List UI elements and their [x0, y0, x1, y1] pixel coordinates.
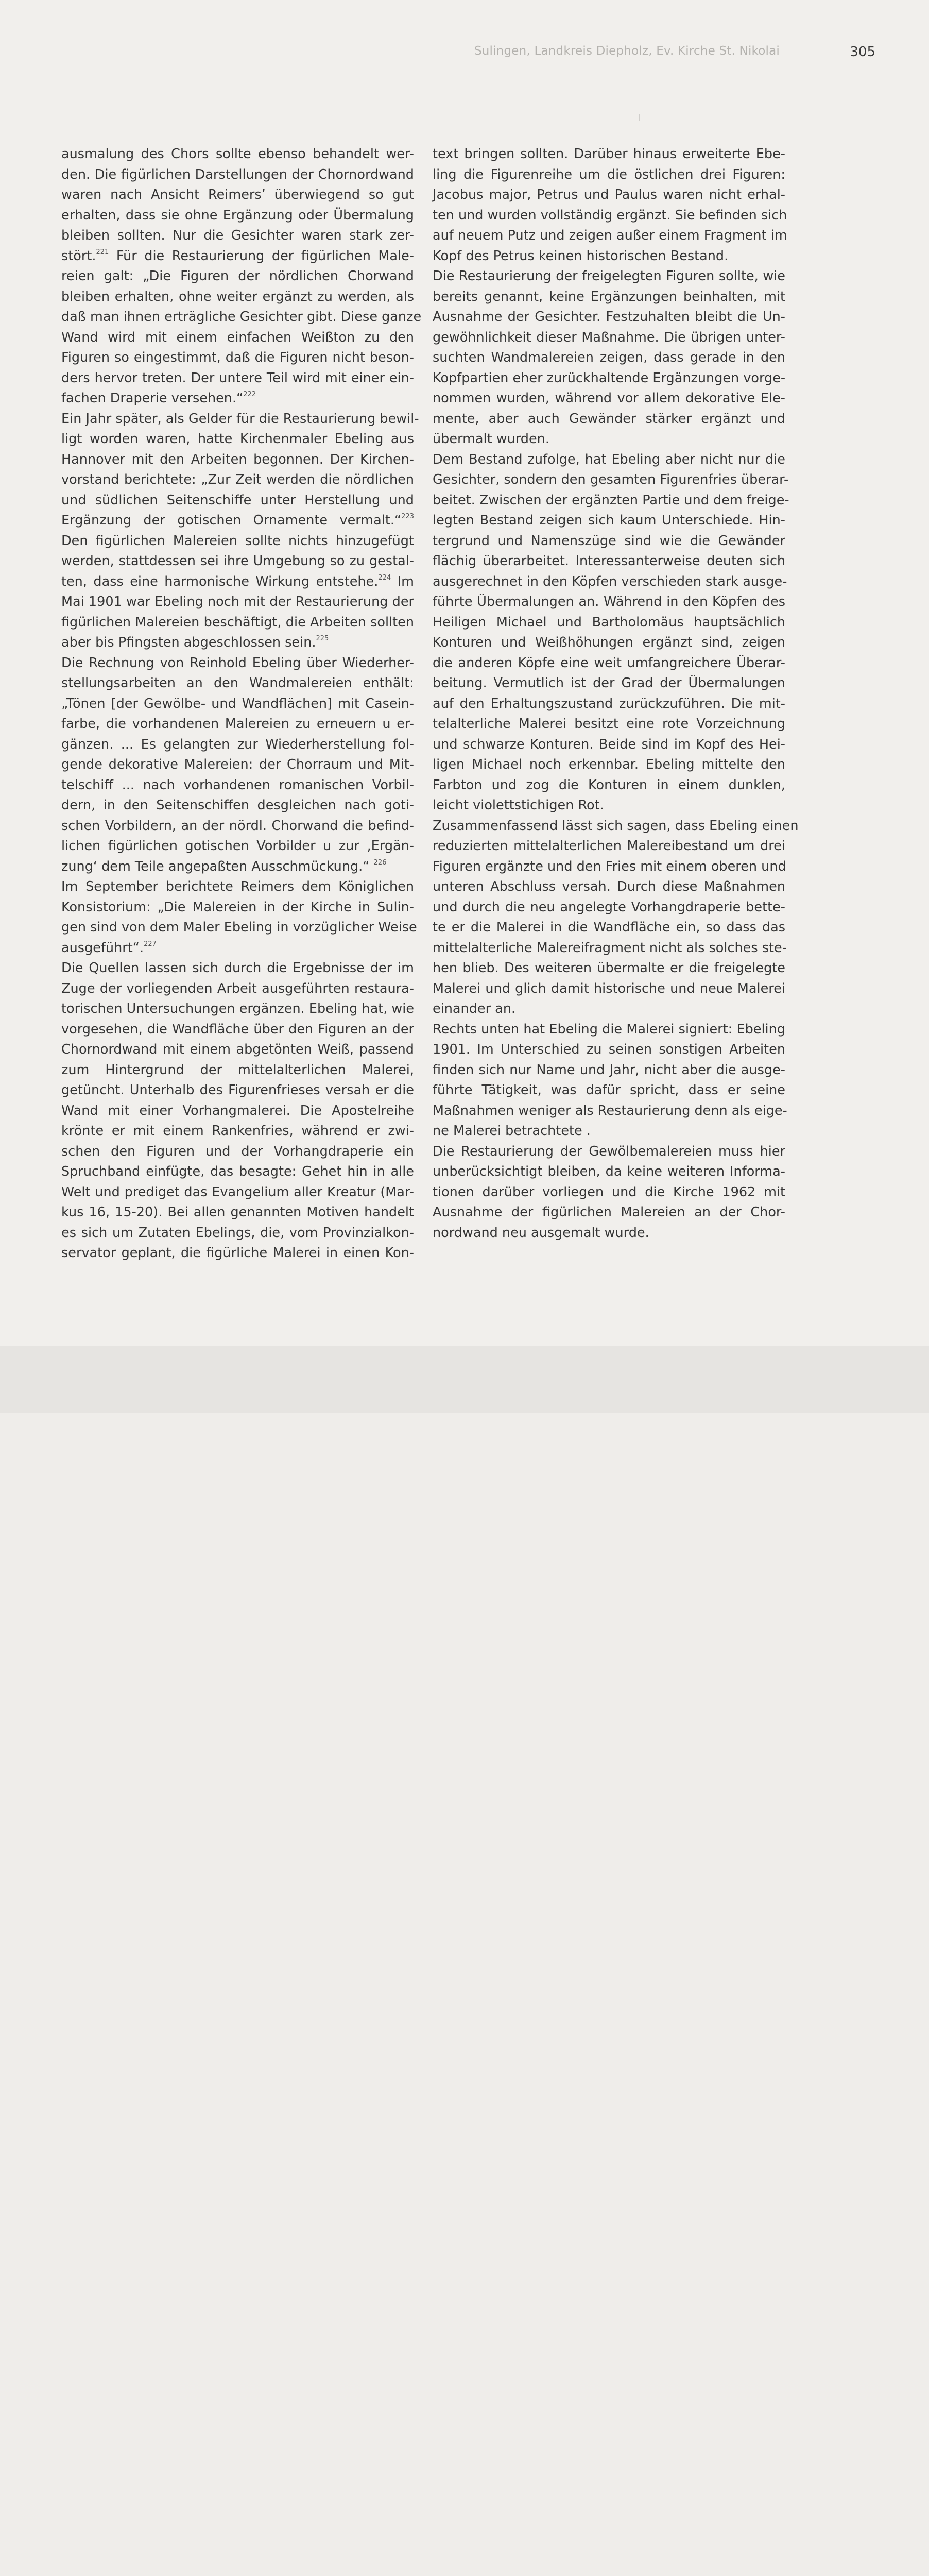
- line-text: Dem Bestand zufolge, hat Ebeling aber nicht nur die: [433, 451, 785, 467]
- line-text: ling die Figurenreihe um die östlichen drei Figuren:: [433, 166, 785, 182]
- footnote-reference[interactable]: 223: [401, 513, 414, 520]
- text-line: [433, 816, 799, 837]
- line-text: figürlichen Malereien beschäftigt, die Arbeiten sollten: [61, 614, 414, 630]
- line-text: Die Rechnung von Reinhold Ebeling über Wiederher-: [61, 655, 414, 671]
- line-text: unteren Abschluss versah. Durch diese Maßnahmen: [433, 879, 785, 894]
- text-line: [61, 1162, 414, 1182]
- line-text: ders hervor treten. Der untere Teil wird mit einer ein-: [61, 370, 414, 386]
- text-line: [433, 206, 785, 226]
- text-line: [433, 1142, 785, 1162]
- text-line: [433, 592, 785, 613]
- line-text: Figuren so eingestimmt, daß die Figuren nicht beson-: [61, 350, 414, 365]
- line-text: bereits genannt, keine Ergänzungen beinhalten, mit: [433, 289, 785, 304]
- text-line: [433, 613, 785, 633]
- text-line: [61, 877, 414, 897]
- line-text: Kopfpartien eher zurückhaltende Ergänzungen vorge-: [433, 370, 786, 386]
- text-line: [61, 307, 422, 328]
- text-line: [61, 470, 414, 490]
- text-line: [61, 1142, 414, 1162]
- line-text: ligen Michael noch erkennbar. Ebeling mittelte den: [433, 757, 785, 772]
- line-text: Malerei und glich damit historische und neue Malerei: [433, 980, 785, 996]
- footnote-reference[interactable]: 222: [243, 391, 256, 398]
- line-text: Hannover mit den Arbeiten begonnen. Der Kirchen-: [61, 451, 414, 467]
- line-text: tionen darüber vorliegen und die Kirche 1962 mit: [433, 1184, 785, 1200]
- text-line: [61, 938, 414, 959]
- text-line: [61, 1121, 414, 1142]
- line-text: stört.: [61, 248, 96, 264]
- line-text: gen sind von dem Maler Ebeling in vorzüglicher Weise: [61, 920, 417, 935]
- text-line: [433, 348, 785, 368]
- line-text: dern, in den Seitenschiffen desgleichen nach goti-: [61, 798, 414, 813]
- line-text: hen blieb. Des weiteren übermalte er die freigelegte: [433, 960, 785, 976]
- text-line: [61, 694, 414, 715]
- text-line: [61, 368, 414, 389]
- line-text: getüncht. Unterhalb des Figurenfrieses versah er die: [61, 1082, 414, 1098]
- line-text: aber bis Pfingsten abgeschlossen sein.: [61, 635, 316, 650]
- line-text: den. Die figürlichen Darstellungen der Chornordwand: [61, 166, 414, 182]
- text-line: [433, 1101, 785, 1122]
- right-text-column: [433, 144, 799, 1243]
- text-line: [433, 958, 785, 979]
- text-line: [61, 531, 414, 552]
- line-text: telalterliche Malerei besitzt eine rote Vorzeichnung: [433, 716, 785, 732]
- text-line: [61, 1202, 414, 1223]
- line-text: Zusammenfassend lässt sich sagen, dass Ebeling einen: [433, 818, 799, 834]
- text-line: [433, 633, 785, 653]
- text-line: [61, 673, 414, 694]
- text-line: [433, 735, 785, 755]
- text-line: [61, 857, 414, 877]
- text-line: [61, 409, 419, 430]
- line-text: und schwarze Konturen. Beide sind im Kopf des Hei-: [433, 736, 785, 752]
- text-line: [61, 1020, 414, 1040]
- line-text: Maßnahmen weniger als Restaurierung denn als eige-: [433, 1103, 787, 1118]
- text-line: [433, 368, 785, 389]
- text-line: [61, 551, 414, 572]
- text-line: [61, 266, 414, 287]
- text-line: [433, 429, 785, 450]
- text-line: [61, 714, 414, 735]
- line-text: Heiligen Michael und Bartholomäus hauptsächlich: [433, 614, 785, 630]
- text-line: [61, 836, 414, 857]
- line-text: Ausnahme der Gesichter. Festzuhalten bleibt die Un-: [433, 309, 785, 325]
- text-line: [61, 1223, 414, 1244]
- line-text: Die Restaurierung der Gewölbemalereien muss hier: [433, 1143, 785, 1159]
- text-line: [433, 287, 785, 308]
- line-text: fachen Draperie versehen.“: [61, 391, 244, 406]
- text-line: [61, 572, 414, 592]
- text-line: [61, 165, 414, 185]
- text-line: [433, 450, 785, 470]
- left-text-column: [61, 144, 422, 1264]
- line-text: die anderen Köpfe eine weit umfangreichere Überar-: [433, 655, 785, 671]
- text-line: [61, 490, 414, 511]
- line-text: vorgesehen, die Wandfläche über den Figuren an der: [61, 1021, 414, 1037]
- line-text: nordwand neu ausgemalt wurde.: [433, 1225, 649, 1241]
- text-line: [61, 999, 414, 1020]
- text-line: [433, 1040, 785, 1060]
- line-text: Mai 1901 war Ebeling noch mit der Restaurierung der: [61, 594, 414, 609]
- text-line: [433, 226, 785, 246]
- line-text: stellungsarbeiten an den Wandmalereien enthält:: [61, 675, 414, 691]
- text-line: [61, 816, 414, 837]
- line-text: ausgerechnet in den Köpfen verschieden stark ausge-: [433, 573, 787, 589]
- line-text: Gesichter, sondern den gesamten Figurenfries überar-: [433, 472, 789, 487]
- text-line: [433, 795, 785, 816]
- line-text: und südlichen Seitenschiffe unter Herstellung und: [61, 492, 414, 508]
- text-line: [61, 144, 414, 165]
- text-line: [433, 165, 785, 185]
- text-line: [433, 836, 785, 857]
- line-text: Die Restaurierung der freigelegten Figuren sollte, wie: [433, 268, 785, 284]
- text-line: [61, 206, 414, 226]
- line-text: unberücksichtigt bleiben, da keine weiteren Informa-: [433, 1164, 785, 1179]
- text-line: [61, 287, 414, 308]
- text-line: [61, 1101, 414, 1122]
- text-line: [61, 592, 414, 613]
- text-line: [61, 613, 414, 633]
- text-line: [61, 511, 414, 531]
- text-line: [61, 979, 414, 999]
- running-title: Sulingen, Landkreis Diepholz, Ev. Kirche St. Nikolai: [474, 44, 780, 58]
- text-line: [61, 1040, 414, 1060]
- page-number: 305: [850, 44, 875, 60]
- line-text: finden sich nur Name und Jahr, nicht aber die ausge-: [433, 1062, 785, 1078]
- text-line: [433, 918, 785, 938]
- line-text: flächig überarbeitet. Interessanterweise deuten sich: [433, 553, 785, 569]
- line-text: ausmalung des Chors sollte ebenso behandelt wer-: [61, 146, 414, 162]
- line-text: reien galt: „Die Figuren der nördlichen Chorwand: [61, 268, 414, 284]
- text-line: [433, 246, 785, 267]
- text-line: [433, 1060, 785, 1081]
- line-text: beitung. Vermutlich ist der Grad der Übermalungen: [433, 675, 785, 691]
- text-line: [61, 185, 414, 206]
- line-text: ten, dass eine harmonische Wirkung entstehe.: [61, 573, 379, 589]
- line-text: Ein Jahr später, als Gelder für die Restaurierung bewil-: [61, 411, 419, 427]
- line-text: vorstand berichtete: „Zur Zeit werden die nördlichen: [61, 472, 414, 487]
- text-line: [61, 450, 414, 470]
- line-text: übermalt wurden.: [433, 431, 549, 447]
- text-line: [61, 1060, 414, 1081]
- text-line: [61, 246, 414, 267]
- text-line: [433, 511, 785, 531]
- line-text: mittelalterliche Malereifragment nicht als solches ste-: [433, 940, 787, 956]
- line-text: Konsistorium: „Die Malereien in der Kirche in Sulin-: [61, 899, 414, 915]
- text-line: [61, 958, 414, 979]
- line-text: auf neuem Putz und zeigen außer einem Fragment im: [433, 228, 787, 243]
- line-text: gänzen. ... Es gelangten zur Wiederherstellung fol-: [61, 736, 414, 752]
- text-line: [61, 1182, 414, 1203]
- text-line: [61, 388, 414, 409]
- footnote-reference[interactable]: 227: [144, 940, 157, 948]
- text-line: [433, 1223, 785, 1244]
- text-line: [433, 1020, 785, 1040]
- line-text: Die Quellen lassen sich durch die Ergebnisse der im: [61, 960, 414, 976]
- line-text: Den figürlichen Malereien sollte nichts hinzugefügt: [61, 533, 414, 549]
- line-text-continued: Für die Restaurierung der figürlichen Male-: [109, 248, 414, 264]
- line-text: Im September berichtete Reimers dem Königlichen: [61, 879, 414, 894]
- line-text: gewöhnlichkeit dieser Maßnahme. Die übrigen unter-: [433, 329, 785, 345]
- line-text: Zuge der vorliegenden Arbeit ausgeführten restaura-: [61, 980, 414, 996]
- line-text: werden, stattdessen sei ihre Umgebung so zu gestal-: [61, 553, 414, 569]
- text-line: [433, 490, 789, 511]
- text-line: [433, 938, 785, 959]
- line-text: leicht violettstichigen Rot.: [433, 798, 604, 813]
- line-text: waren nach Ansicht Reimers’ überwiegend so gut: [61, 187, 414, 202]
- line-text: es sich um Zutaten Ebelings, die, vom Provinzialkon-: [61, 1225, 414, 1241]
- line-text: bleiben erhalten, ohne weiter ergänzt zu werden, als: [61, 289, 414, 304]
- line-text: Ausnahme der figürlichen Malereien an der Chor-: [433, 1205, 785, 1220]
- line-text: lichen figürlichen gotischen Vorbilder u zur ‚Ergän-: [61, 838, 414, 854]
- text-line: [61, 795, 414, 816]
- text-line: [433, 185, 785, 206]
- text-line: [61, 755, 414, 775]
- text-line: [433, 572, 785, 592]
- line-text: daß man ihnen erträgliche Gesichter gibt. Diese ganze: [61, 309, 422, 325]
- line-text: ligt worden waren, hatte Kirchenmaler Ebeling aus: [61, 431, 414, 447]
- line-text: Konturen und Weißhöhungen ergänzt sind, zeigen: [433, 635, 785, 650]
- text-line: [433, 144, 785, 165]
- text-line: [61, 633, 414, 653]
- line-text: ausgeführt“.: [61, 940, 144, 956]
- line-text: torischen Untersuchungen ergänzen. Ebeling hat, wie: [61, 1001, 415, 1016]
- line-text: Spruchband einfügte, das besagte: Gehet hin in alle: [61, 1164, 414, 1179]
- text-line: [61, 429, 414, 450]
- line-text: Wand wird mit einem einfachen Weißton zu den: [61, 329, 414, 345]
- line-text: 1901. Im Unterschied zu seinen sonstigen Arbeiten: [433, 1042, 785, 1057]
- line-text: „Tönen [der Gewölbe- und Wandflächen] mit Casein-: [61, 696, 414, 711]
- line-text: bleiben sollten. Nur die Gesichter waren stark zer-: [61, 228, 414, 243]
- footer-bar: [0, 1346, 929, 1413]
- footnote-reference[interactable]: 224: [378, 573, 391, 582]
- line-text: telschiff ... nach vorhandenen romanischen Vorbil-: [61, 777, 414, 793]
- text-line: [433, 409, 785, 430]
- text-line: [433, 999, 785, 1020]
- text-line: [433, 653, 785, 674]
- text-line: [61, 775, 414, 796]
- line-text-continued: Im: [391, 573, 414, 589]
- text-line: [433, 531, 785, 552]
- text-line: [61, 653, 414, 674]
- line-text: Figuren ergänzte und den Fries mit einem oberen und: [433, 858, 786, 874]
- line-text: Kopf des Petrus keinen historischen Bestand.: [433, 248, 729, 264]
- line-text: einander an.: [433, 1001, 516, 1016]
- line-text: schen Vorbildern, an der nördl. Chorwand die befind-: [61, 818, 414, 834]
- text-line: [433, 266, 785, 287]
- line-text: krönte er mit einem Rankenfries, während er zwi-: [61, 1123, 414, 1139]
- text-line: [433, 470, 789, 490]
- text-line: [433, 307, 785, 328]
- line-text: text bringen sollten. Darüber hinaus erweiterte Ebe-: [433, 146, 785, 162]
- line-text: zung‘ dem Teile angepaßten Ausschmückung.“: [61, 858, 374, 874]
- line-text: ten und wurden vollständig ergänzt. Sie befinden sich: [433, 207, 787, 223]
- footnote-reference[interactable]: 225: [316, 635, 329, 642]
- text-line: [433, 979, 785, 999]
- line-text: Chornordwand mit einem abgetönten Weiß, passend: [61, 1042, 414, 1057]
- line-text: führte Tätigkeit, was dafür spricht, dass er seine: [433, 1082, 785, 1098]
- line-text: beitet. Zwischen der ergänzten Partie und dem freige-: [433, 492, 789, 508]
- line-text: Wand mit einer Vorhangmalerei. Die Apostelreihe: [61, 1103, 414, 1118]
- line-text: te er die Malerei in die Wandfläche ein, so dass das: [433, 920, 785, 935]
- text-line: [433, 714, 785, 735]
- text-line: [433, 857, 785, 877]
- text-line: [61, 897, 414, 918]
- text-line: [61, 1080, 414, 1101]
- text-line: [61, 348, 414, 368]
- text-line: [61, 226, 414, 246]
- line-text: Ergänzung der gotischen Ornamente vermalt.“: [61, 513, 402, 528]
- page-mark: [639, 114, 640, 121]
- text-line: [433, 1080, 785, 1101]
- line-text: und durch die neu angelegte Vorhangdraperie bette-: [433, 899, 785, 915]
- footnote-reference[interactable]: 221: [96, 248, 109, 256]
- line-text: schen den Figuren und der Vorhangdraperie ein: [61, 1143, 414, 1159]
- line-text: Jacobus major, Petrus und Paulus waren nicht erhal-: [433, 187, 785, 202]
- text-line: [61, 328, 414, 348]
- line-text: ne Malerei betrachtete .: [433, 1123, 591, 1139]
- line-text: legten Bestand zeigen sich kaum Unterschiede. Hin-: [433, 513, 785, 528]
- line-text: zum Hintergrund der mittelalterlichen Malerei,: [61, 1062, 414, 1078]
- text-line: [433, 1182, 785, 1203]
- text-line: [433, 1162, 785, 1182]
- text-line: [61, 735, 414, 755]
- line-text: erhalten, dass sie ohne Ergänzung oder Übermalung: [61, 207, 414, 223]
- text-line: [61, 1243, 414, 1264]
- text-line: [433, 755, 785, 775]
- footnote-reference[interactable]: 226: [373, 858, 387, 867]
- line-text: führte Übermalungen an. Während in den Köpfen des: [433, 594, 785, 609]
- text-line: [433, 775, 785, 796]
- line-text: suchten Wandmalereien zeigen, dass gerade in den: [433, 350, 785, 365]
- text-line: [433, 694, 785, 715]
- line-text: mente, aber auch Gewänder stärker ergänzt und: [433, 411, 785, 427]
- line-text: servator geplant, die figürliche Malerei in einen Kon-: [61, 1245, 414, 1261]
- text-line: [433, 551, 785, 572]
- line-text: Welt und prediget das Evangelium aller Kreatur (Mar-: [61, 1184, 414, 1200]
- text-line: [433, 1121, 785, 1142]
- text-line: [433, 328, 785, 348]
- text-line: [61, 918, 417, 938]
- line-text: tergrund und Namenszüge sind wie die Gewänder: [433, 533, 785, 549]
- text-line: [433, 388, 785, 409]
- line-text: nommen wurden, während vor allem dekorative Ele-: [433, 391, 785, 406]
- line-text: Rechts unten hat Ebeling die Malerei signiert: Ebeling: [433, 1021, 785, 1037]
- line-text: gende dekorative Malereien: der Chorraum und Mit-: [61, 757, 414, 772]
- line-text: kus 16, 15-20). Bei allen genannten Motiven handelt: [61, 1205, 414, 1220]
- text-line: [433, 897, 785, 918]
- text-line: [433, 877, 785, 897]
- line-text: reduzierten mittelalterlichen Malereibestand um drei: [433, 838, 785, 854]
- line-text: farbe, die vorhandenen Malereien zu erneuern u er-: [61, 716, 414, 732]
- line-text: auf den Erhaltungszustand zurückzuführen. Die mit-: [433, 696, 785, 711]
- line-text: Farbton und zog die Konturen in einem dunklen,: [433, 777, 785, 793]
- text-line: [433, 673, 785, 694]
- text-line: [433, 1202, 785, 1223]
